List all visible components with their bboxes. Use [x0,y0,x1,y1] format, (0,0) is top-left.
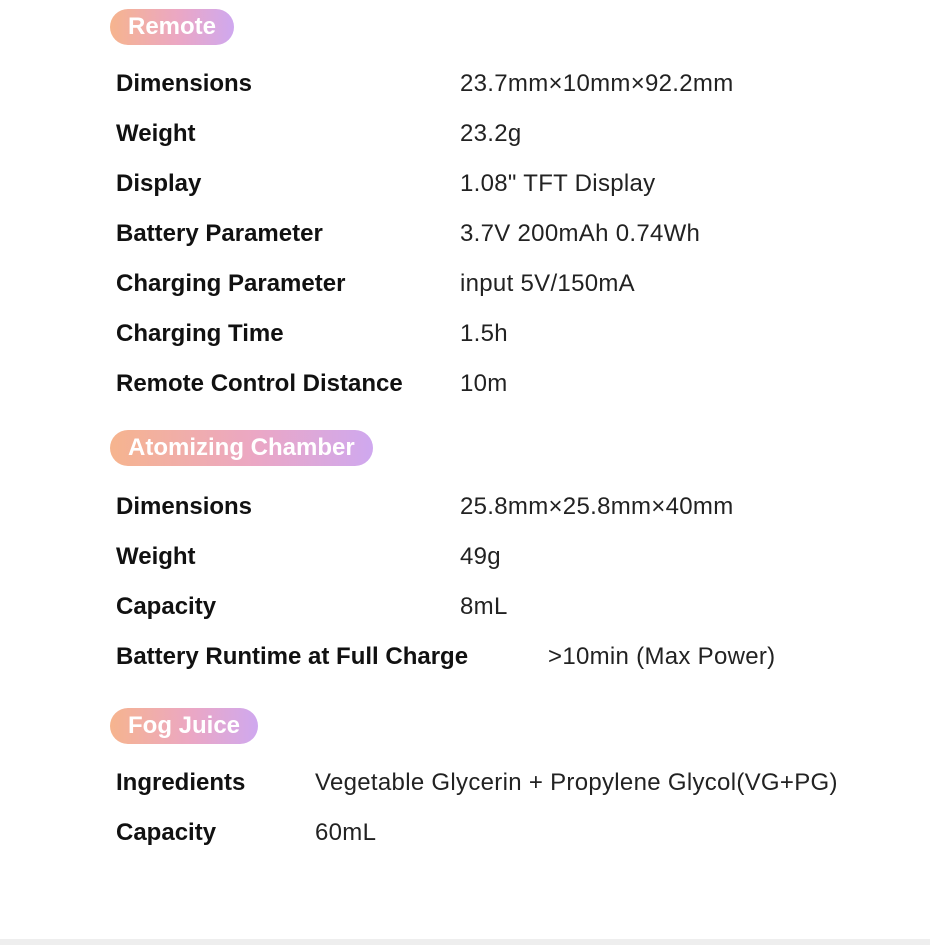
spec-value: 25.8mm×25.8mm×40mm [460,493,734,520]
spec-label: Weight [116,543,196,570]
spec-row-chamber-battery-runtime [116,632,910,682]
spec-value: 8mL [460,593,508,620]
spec-label: Remote Control Distance [116,370,403,397]
spec-value: 23.7mm×10mm×92.2mm [460,70,734,97]
spec-label: Dimensions [116,70,253,97]
spec-label: Capacity [116,819,217,846]
spec-label: Capacity [116,593,217,620]
spec-value: >10min (Max Power) [548,643,776,670]
spec-value: 3.7V 200mAh 0.74Wh [460,220,701,247]
remote-header-pill: Remote [110,9,234,45]
spec-row-fog-ingredients [116,758,910,808]
spec-row-chamber-dimensions [116,482,910,532]
spec-row-chamber-weight [116,532,910,582]
spec-label: Battery Runtime at Full Charge [116,643,469,670]
spec-value: 1.08" TFT Display [460,170,656,197]
spec-row-fog-capacity [116,808,910,858]
spec-row-remote-control-distance [116,359,910,409]
spec-label: Charging Time [116,320,284,347]
spec-label: Display [116,170,202,197]
spec-label: Ingredients [116,769,246,796]
spec-row-remote-weight [116,109,910,159]
spec-row-chamber-capacity [116,582,910,632]
atomizing-chamber-header-pill: Atomizing Chamber [110,430,373,466]
spec-row-remote-charging-parameter [116,259,910,309]
spec-value: 10m [460,370,508,397]
spec-row-remote-battery-parameter [116,209,910,259]
spec-label: Dimensions [116,493,253,520]
spec-label: Weight [116,120,196,147]
spec-value: 60mL [315,819,377,846]
spec-value: 1.5h [460,320,508,347]
spec-row-remote-display [116,159,910,209]
spec-value: input 5V/150mA [460,270,635,297]
spec-label: Charging Parameter [116,270,346,297]
bottom-divider [0,939,930,945]
spec-value: 23.2g [460,120,522,147]
spec-value: Vegetable Glycerin + Propylene Glycol(VG+PG) [315,769,838,796]
spec-value: 49g [460,543,501,570]
fog-juice-header-pill: Fog Juice [110,708,258,744]
spec-row-remote-dimensions [116,59,910,109]
spec-label: Battery Parameter [116,220,323,247]
spec-row-remote-charging-time [116,309,910,359]
